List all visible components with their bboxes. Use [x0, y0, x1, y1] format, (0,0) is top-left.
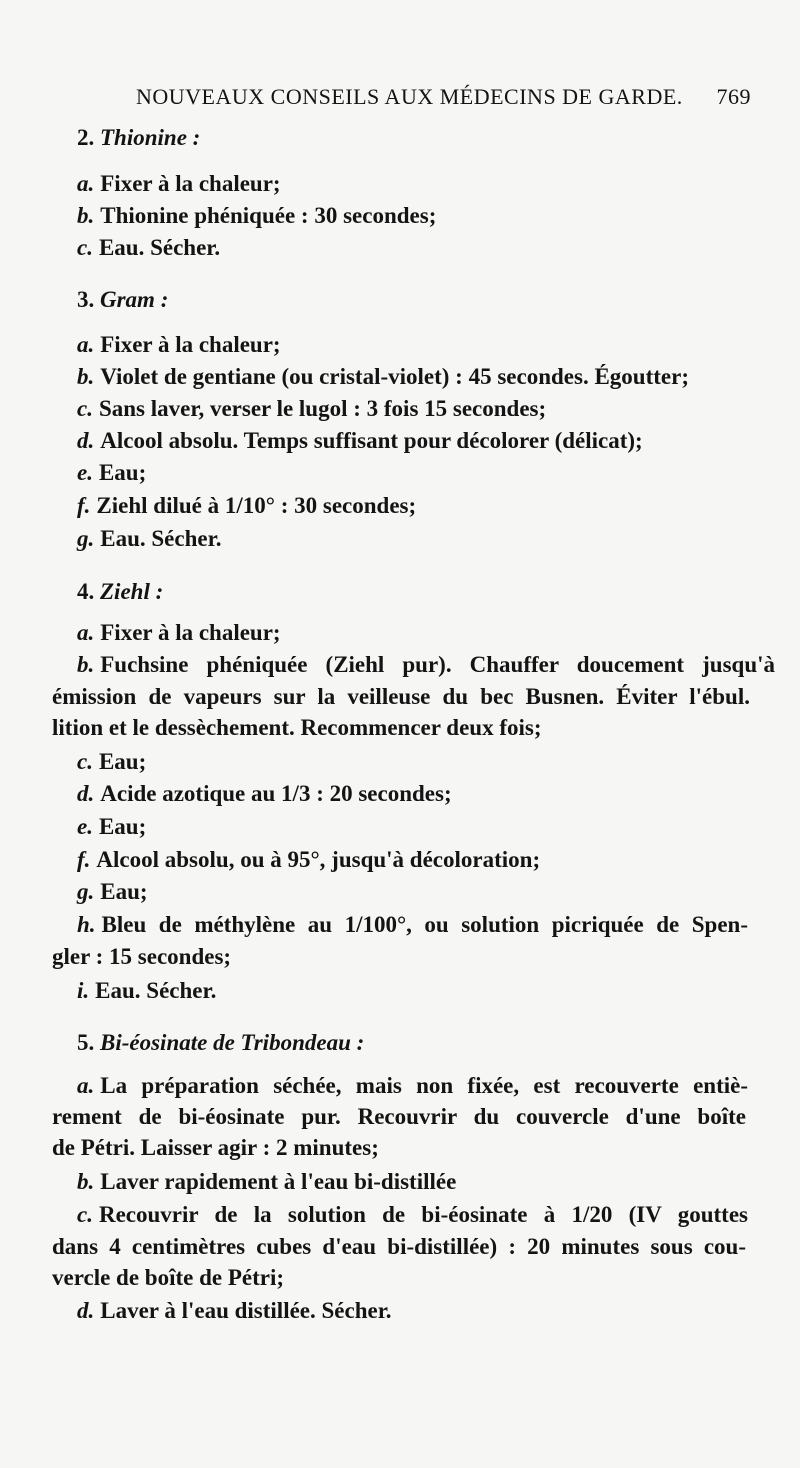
list-item-continuation: dans 4 centimètres cubes d'eau bi-distillée) : 20 minutes sous cou-	[52, 1234, 746, 1259]
list-item: c. Sans laver, verser le lugol : 3 fois 15 secondes;	[77, 396, 547, 421]
list-item: b. Violet de gentiane (ou cristal-violet) : 45 secondes. Égoutter;	[77, 364, 689, 389]
list-item-continuation: lition et le dessèchement. Recommencer deux fois;	[52, 715, 542, 740]
section-heading-ziehl	[77, 580, 163, 603]
list-item: b. Thionine phéniquée : 30 secondes;	[77, 203, 437, 228]
section-number: 2.	[77, 125, 95, 150]
section-title: Thionine :	[100, 125, 201, 150]
list-item: e. Eau;	[77, 460, 147, 485]
list-item: f. Alcool absolu, ou à 95°, jusqu'à décoloration;	[77, 847, 541, 872]
section-title: Ziehl :	[100, 579, 164, 604]
list-item: c. Recouvrir de la solution de bi-éosinate à 1/20 (IV gouttes	[77, 1202, 748, 1227]
section-heading-gram	[77, 288, 168, 311]
list-item: i. Eau. Sécher.	[77, 978, 217, 1003]
list-item: c. Eau;	[77, 749, 147, 774]
list-item: f. Ziehl dilué à 1/10° : 30 secondes;	[77, 493, 417, 518]
list-item-continuation: rement de bi-éosinate pur. Recouvrir du couvercle d'une boîte	[52, 1104, 746, 1129]
list-item: d. Laver à l'eau distillée. Sécher.	[77, 1298, 392, 1323]
page-number: 769	[716, 84, 751, 109]
list-item: a. Fixer à la chaleur;	[77, 620, 281, 645]
running-title: NOUVEAUX CONSEILS AUX MÉDECINS DE GARDE.	[136, 84, 683, 109]
section-title: Bi-éosinate de Tribondeau :	[100, 1030, 365, 1055]
list-item: d. Acide azotique au 1/3 : 20 secondes;	[77, 781, 452, 806]
list-item: g. Eau;	[77, 879, 148, 904]
list-item-continuation: gler : 15 secondes;	[52, 944, 232, 969]
list-item: b. Fuchsine phéniquée (Ziehl pur). Chauffer doucement jusqu'à	[77, 652, 775, 677]
list-item: h. Bleu de méthylène au 1/100°, ou solution picriquée de Spen-	[77, 912, 748, 937]
section-number: 5.	[77, 1030, 95, 1055]
list-item: b. Laver rapidement à l'eau bi-distillée	[77, 1169, 457, 1194]
section-number: 3.	[77, 287, 95, 312]
list-item: a. Fixer à la chaleur;	[77, 171, 281, 196]
section-number: 4.	[77, 579, 95, 604]
list-item: g. Eau. Sécher.	[77, 526, 222, 551]
list-item: e. Eau;	[77, 814, 147, 839]
section-title: Gram :	[100, 287, 169, 312]
list-item-continuation: émission de vapeurs sur la veilleuse du bec Busnen. Éviter l'ébul.	[52, 684, 750, 709]
list-item: c. Eau. Sécher.	[77, 235, 221, 260]
list-item: a. Fixer à la chaleur;	[77, 332, 281, 357]
list-item: a. La préparation séchée, mais non fixée, est recouverte entiè-	[77, 1073, 748, 1098]
list-item: d. Alcool absolu. Temps suffisant pour décolorer (délicat);	[77, 428, 643, 453]
list-item-continuation: de Pétri. Laisser agir : 2 minutes;	[52, 1135, 379, 1160]
list-item-continuation: vercle de boîte de Pétri;	[52, 1265, 285, 1290]
section-heading-bi-eosinate	[77, 1031, 364, 1054]
section-heading-thionine	[77, 126, 200, 149]
